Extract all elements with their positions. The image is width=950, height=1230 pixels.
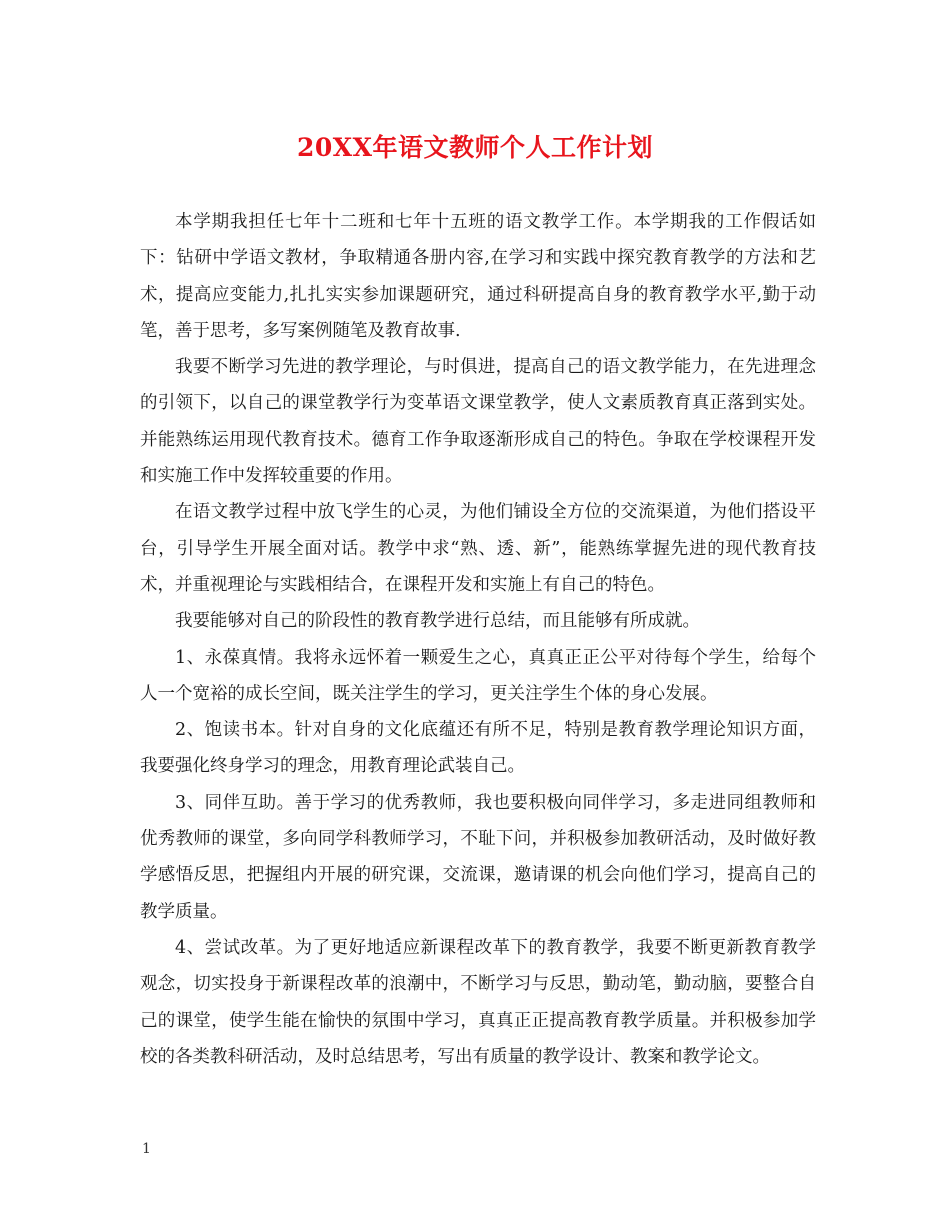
- paragraph: 2、饱读书本。针对自身的文化底蕴还有所不足，特别是教育教学理论知识方面，我要强化终身学习的理念，用教育理论武装自己。: [140, 720, 816, 777]
- paragraph: 我要能够对自己的阶段性的教育教学进行总结，而且能够有所成就。: [175, 611, 700, 632]
- document-body: [140, 204, 816, 1075]
- paragraph: 1、永葆真情。我将永远怀着一颗爱生之心，真真正正公平对待每个学生，给每个人一个宽裕的成长空间，既关注学生的学习，更关注学生个体的身心发展。: [140, 647, 816, 704]
- paragraph: 我要不断学习先进的教学理论，与时俱进，提高自己的语文教学能力，在先进理念的引领下，以自己的课堂教学行为变革语文课堂教学，使人文素质教育真正落到实处。并能熟练运用现代教育技术。德育工作争取逐渐形成自己的特色。争取在学校课程开发和实施工作中发挥较重要的作用。: [140, 357, 816, 487]
- paragraph: 4、尝试改革。为了更好地适应新课程改革下的教育教学，我要不断更新教育教学观念，切实投身于新课程改革的浪潮中，不断学习与反思，勤动笔，勤动脑，要整合自己的课堂，使学生能在愉快的氛围中学习，真真正正提高教育教学质量。并积极参加学校的各类教科研活动，及时总结思考，写出有质量的教学设计、教案和教学论文。: [140, 937, 816, 1067]
- paragraph: 本学期我担任七年十二班和七年十五班的语文教学工作。本学期我的工作假话如下：钻研中学语文教材，争取精通各册内容,在学习和实践中探究教育教学的方法和艺术，提高应变能力,扎扎实实参加课题研究，通过科研提高自身的教育教学水平,勤于动笔，善于思考，多写案例随笔及教育故事.: [140, 212, 816, 341]
- paragraph: 3、同伴互助。善于学习的优秀教师，我也要积极向同伴学习，多走进同组教师和优秀教师的课堂，多向同学科教师学习，不耻下问，并积极参加教研活动，及时做好教学感悟反思，把握组内开展的研究课，交流课，邀请课的机会向他们学习，提高自己的教学质量。: [140, 792, 816, 922]
- paragraph: 在语文教学过程中放飞学生的心灵，为他们铺设全方位的交流渠道，为他们搭设平台，引导学生开展全面对话。教学中求“熟、透、新”，能熟练掌握先进的现代教育技术，并重视理论与实践相结合，在课程开发和实施上有自己的特色。: [140, 502, 816, 595]
- document-title: 20XX年语文教师个人工作计划: [296, 133, 654, 162]
- page-number: 1: [142, 1141, 151, 1157]
